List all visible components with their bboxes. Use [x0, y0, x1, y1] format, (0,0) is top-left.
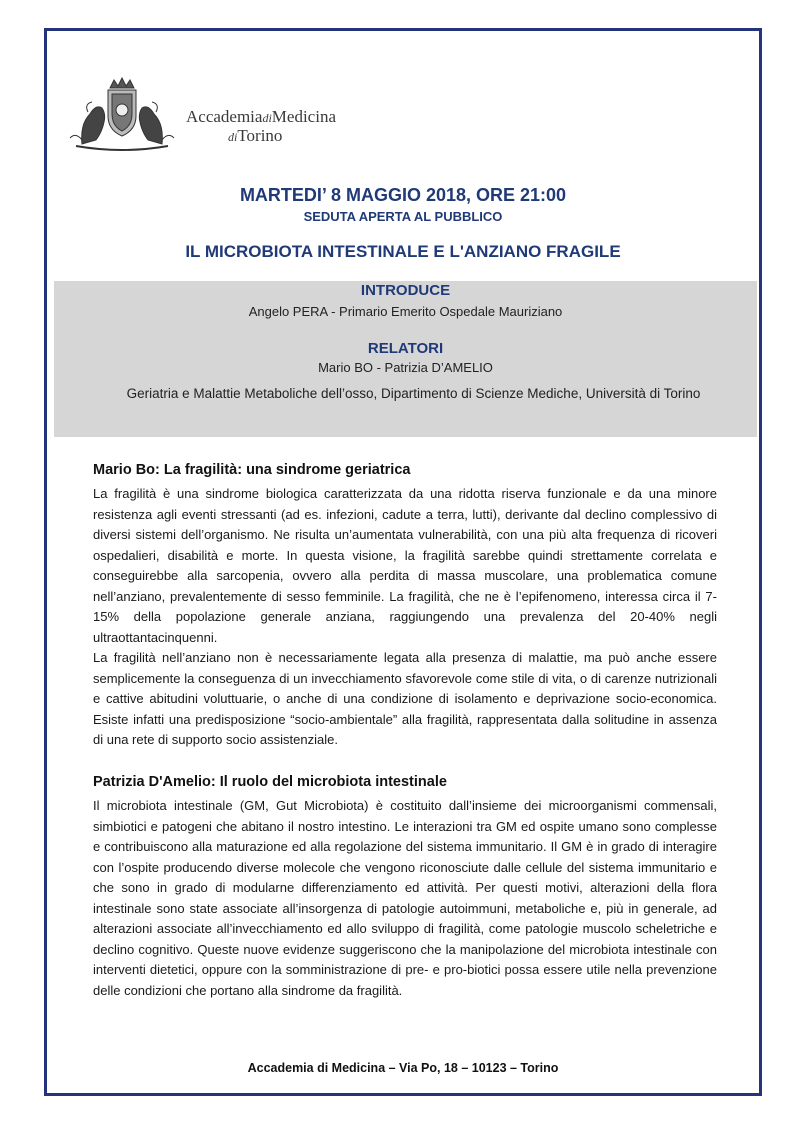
brand-name-torino: Torino — [237, 126, 283, 145]
section-heading: Patrizia D'Amelio: Il ruolo del microbiota intestinale — [93, 774, 447, 790]
introduce-label: INTRODUCE — [360, 282, 451, 299]
event-subtitle: SEDUTA APERTA AL PUBBLICO — [303, 209, 503, 224]
brand-line-2 — [228, 127, 336, 144]
relatori-label: RELATORI — [367, 340, 444, 357]
brand-wordmark — [186, 108, 336, 144]
brand-name-medicina: Medicina — [271, 107, 336, 126]
paragraph: Il microbiota intestinale (GM, Gut Microbiota) è costituito dall’insieme dei microorganismi commensali, simbiotici e patogeni che abitano il nostro intestino. Le interazioni tra GM ed ospite umano sono complesse e contribuiscono alla maturazione ed alla regolazione del sistema immunitario. Il GM è in grado di interagire con l’ospite producendo diverse molecole che vengono riconosciute dalle cellule del sistema immunitario e che sono in grado di modularne differenziamento ed attività. Per questi motivi, alterazioni della flora intestinale sono state associate all’insorgenza di patologie autoimmuni, metaboliche e, più in generale, ad alterazioni associate all’invecchiamento ed allo sviluppo di fragilità, come patologie muscolo scheletriche e declino cognitivo. Queste nuove evidenze suggeriscono che la manipolazione del microbiota intestinale con interventi dietetici, oppure con la somministrazione di pre- e pro-biotici possa essere utile nella prevenzione delle condizioni che portano alla sindrome da fragilità. — [93, 798, 717, 998]
event-date: MARTEDI’ 8 MAGGIO 2018, ORE 21:00 — [239, 185, 567, 205]
brand-name-di-2: di — [228, 130, 238, 144]
section-microbiota — [93, 774, 717, 1001]
brand-line-1 — [186, 108, 336, 125]
speakers-band — [54, 281, 757, 437]
relatori-names: Mario BO - Patrizia D’AMELIO — [318, 360, 493, 375]
brand-name-accademia: Accademia — [186, 107, 263, 126]
relatori-affiliation: Geriatria e Malattie Metaboliche dell’osso, Dipartimento di Scienze Mediche, Università di Torino — [126, 386, 701, 401]
section-fragilita — [93, 462, 717, 751]
paragraph: La fragilità nell’anziano non è necessariamente legata alla presenza di malattie, ma può anche essere semplicemente la conseguenza di un invecchiamento sfavorevole come stile di vita, o di carenze nutrizionali e cattive abitudini voluttuarie, o anche di una condizione di isolamento e deprivazione socio-economica. Esiste infatti una predisposizione “socio-ambientale” alla fragilità, rappresentata dalla solitudine in assenza di una rete di supporto socio assistenziale. — [93, 650, 717, 747]
footer-address: Accademia di Medicina – Via Po, 18 – 10123 – Torino — [247, 1061, 559, 1075]
paragraph: La fragilità è una sindrome biologica caratterizzata da una ridotta riserva funzionale e da una minore resistenza agli eventi stressanti (ad es. infezioni, cadute a terra, lutti), derivante dal declino complessivo di diversi sistemi dell’organismo. Ne risulta un’aumentata vulnerabilità, con una più alta frequenza di ricoveri ospedalieri, disabilità e morte. In questa visione, la fragilità sarebbe quindi strettamente correlata e conseguirebbe alla sarcopenia, ovvero alla perdita di massa muscolare, una problematica comune nell’anziano, prevalentemente di sesso femminile. La fragilità, che ne è l’epifenomeno, interessa circa il 7-15% della popolazione generale anziana, raggiungendo una prevalenza del 20-40% negli ultraottantacinquenni. — [93, 486, 717, 645]
introduce-text: Angelo PERA - Primario Emerito Ospedale Mauriziano — [248, 304, 563, 319]
coat-of-arms-logo — [62, 74, 182, 154]
section-heading: Mario Bo: La fragilità: una sindrome geriatrica — [93, 462, 411, 478]
event-title: IL MICROBIOTA INTESTINALE E L'ANZIANO FRAGILE — [185, 242, 621, 261]
brand-name-di: di — [262, 111, 272, 125]
